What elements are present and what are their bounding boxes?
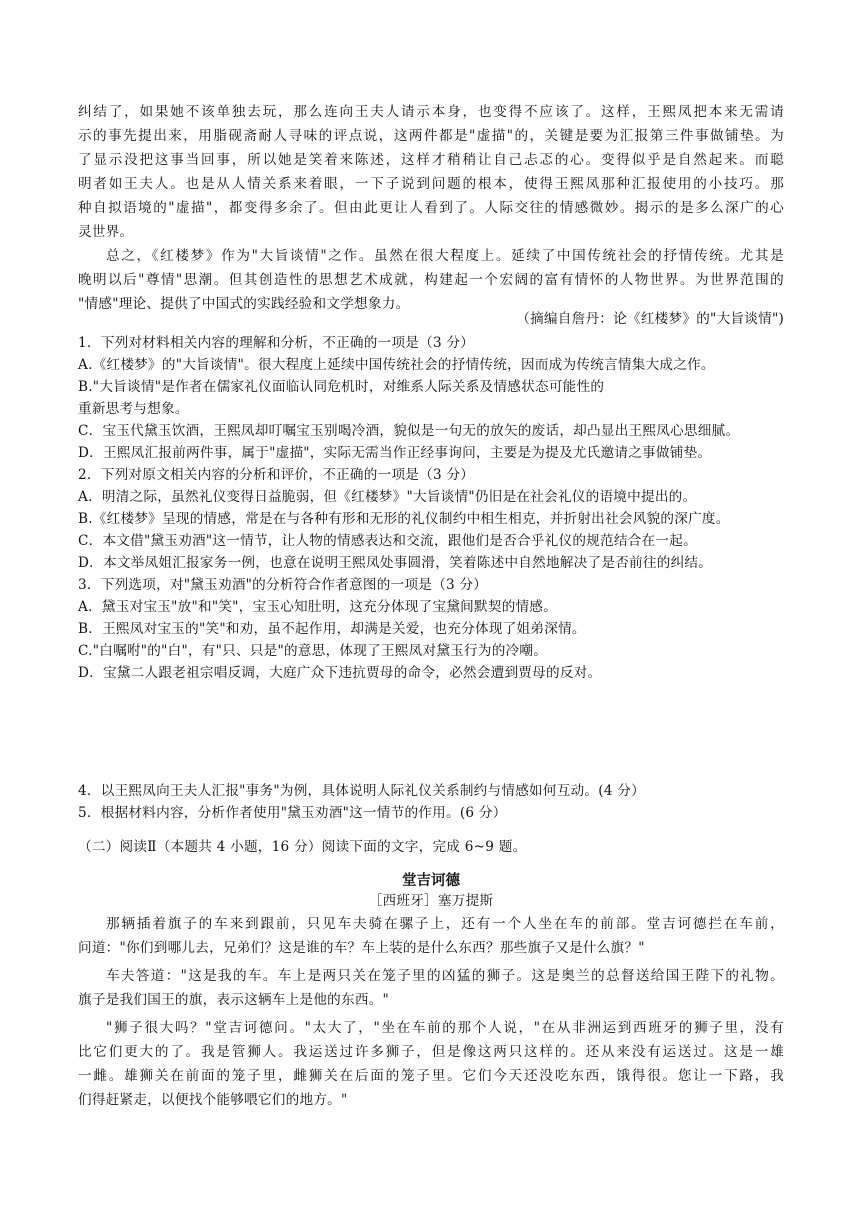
story-line: 车夫答道："这是我的车。车上是两只关在笼子里的凶猛的狮子。这是奥兰的总督送给国王陛下的礼物。 [106,968,784,984]
question-3-option-b: B．王熙凤对宝玉的"笑"和劝，虽不起作用，却满是关爱，也充分体现了姐弟深情。 [78,621,586,637]
question-5: 5．根据材料内容，分析作者使用"黛玉劝酒"这一情节的作用。(6 分） [78,805,507,821]
question-3-stem: 3．下列选项，对"黛玉劝酒"的分析符合作者意图的一项是（3 分） [78,577,488,593]
conclusion-line: 总之，《红楼梦》作为"大旨谈情"之作。虽然在很大程度上。延续了中国传统社会的抒情传统。尤其是 [106,248,784,264]
story-line: "狮子很大吗？"堂吉诃德问。"太大了，"坐在车前的那个人说，"在从非洲运到西班牙的狮子里，没有 [106,1020,784,1036]
question-2-option-a: A．明清之际，虽然礼仪变得日益脆弱，但《红楼梦》"大旨谈情"仍旧是在社会礼仪的语境中提出的。 [78,489,697,505]
passage-line: 种自拟语境的"虚描"，都变得多余了。但由此更让人看到了。人际交往的情感微妙。揭示的是多么深广的心 [78,200,784,216]
question-3-option-d: D．宝黛二人跟老祖宗唱反调，大庭广众下违抗贾母的命令，必然会遭到贾母的反对。 [78,665,602,681]
passage-line: 明者如王夫人。也是从人情关系来着眼，一下子说到问题的根本，使得王熙凤那种汇报使用的小技巧。那 [78,176,784,192]
question-1-stem: 1．下列对材料相关内容的理解和分析，不正确的一项是（3 分） [78,335,475,351]
question-2-option-c: C．本文借"黛玉劝酒"这一情节，让人物的情感表达和交流，跟他们是否合乎礼仪的规范结合在一起。 [78,533,697,549]
conclusion-line: "情感"理论、提供了中国式的实践经验和文学想象力。 [78,296,410,312]
passage-line: 灵世界。 [78,224,134,240]
section-2-header: （二）阅读Ⅱ（本题共 4 小题，16 分）阅读下面的文字，完成 6~9 题。 [78,839,527,855]
question-1-option-b-cont: 重新思考与想象。 [78,401,189,417]
story-line: 比它们更大的了。我是管狮人。我运送过许多狮子，但是像这两只这样的。还从来没有运送过。这是一雄 [78,1044,784,1060]
question-2-option-d: D．本文举凤姐汇报家务一例，也意在说明王熙凤处事圆滑，笑着陈述中自然地解决了是否前往的纠结。 [78,555,713,571]
question-1-option-c: C．宝玉代黛玉饮酒，王熙凤却叮嘱宝玉别喝冷酒，貌似是一句无的放矢的废话，却凸显出王熙凤心思细腻。 [78,423,740,439]
passage-line: 了显示没把这事当回事，所以她是笑着来陈述，这样才稍稍让自己忐忑的心。变得似乎是自然起来。而聪 [78,152,784,168]
passage-line: 纠结了，如果她不该单独去玩，那么连向王夫人请示本身，也变得不应该了。这样，王熙凤把本来无需请 [78,104,784,120]
question-1-option-b: B."大旨谈情"是作者在儒家礼仪面临认同危机时，对维系人际关系及情感状态可能性的 [78,379,605,395]
story-line: 那辆插着旗子的车来到跟前，只见车夫骑在骡子上，还有一个人坐在车的前部。堂吉诃德拦在车前， [106,916,784,932]
question-1-option-d: D．王熙凤汇报前两件事，属于"虚描"，实际无需当作正经事询问，主要是为提及尤氏邀请之事做铺垫。 [78,445,712,461]
question-1-option-a: A.《红楼梦》的"大旨谈情"。很大程度上延续中国传统社会的抒情传统，因而成为传统言情集大成之作。 [78,357,715,373]
question-3-option-c: C."白嘱咐"的"白"，有"只、只是"的意思，体现了王熙凤对黛玉行为的冷嘲。 [78,643,548,659]
question-2-stem: 2．下列对原文相关内容的分析和评价，不正确的一项是（3 分） [78,467,475,483]
question-3-option-a: A．黛玉对宝玉"放"和"笑"，宝玉心知肚明，这充分体现了宝黛间默契的情感。 [78,599,558,615]
story-author: ［西班牙］塞万提斯 [368,893,494,909]
story-line: 旗子是我们国王的旗，表示这辆车上是他的东西。" [78,992,390,1008]
question-4: 4．以王熙凤向王夫人汇报"事务"为例，具体说明人际礼仪关系制约与情感如何互动。(4 分） [78,783,645,799]
conclusion-line: 晚明以后"尊情"思潮。但其创造性的思想艺术成就，构建起一个宏阔的富有情怀的人物世界。为世界范围的 [78,272,784,288]
source-citation: （摘编自詹丹：论《红楼梦》的"大旨谈情") [516,311,784,327]
story-line: 一雌。雄狮关在前面的笼子里，雌狮关在后面的笼子里。它们今天还没吃东西，饿得很。您让一下路，我 [78,1068,784,1084]
question-2-option-b: B.《红楼梦》呈现的情感，常是在与各种有形和无形的礼仪制约中相生相克，并折射出社会风貌的深广度。 [78,511,730,527]
passage-line: 示的事先提出来，用脂砚斋耐人寻味的评点说，这两件都是"虚描"的，关键是要为汇报第三件事做铺垫。为 [78,128,784,144]
story-title: 堂吉诃德 [402,873,460,889]
story-line: 们得赶紧走，以便找个能够喂它们的地方。" [78,1092,348,1108]
story-line: 问道："你们到哪儿去，兄弟们？这是谁的车？车上装的是什么东西？那些旗子又是什么旗？" [78,940,645,956]
